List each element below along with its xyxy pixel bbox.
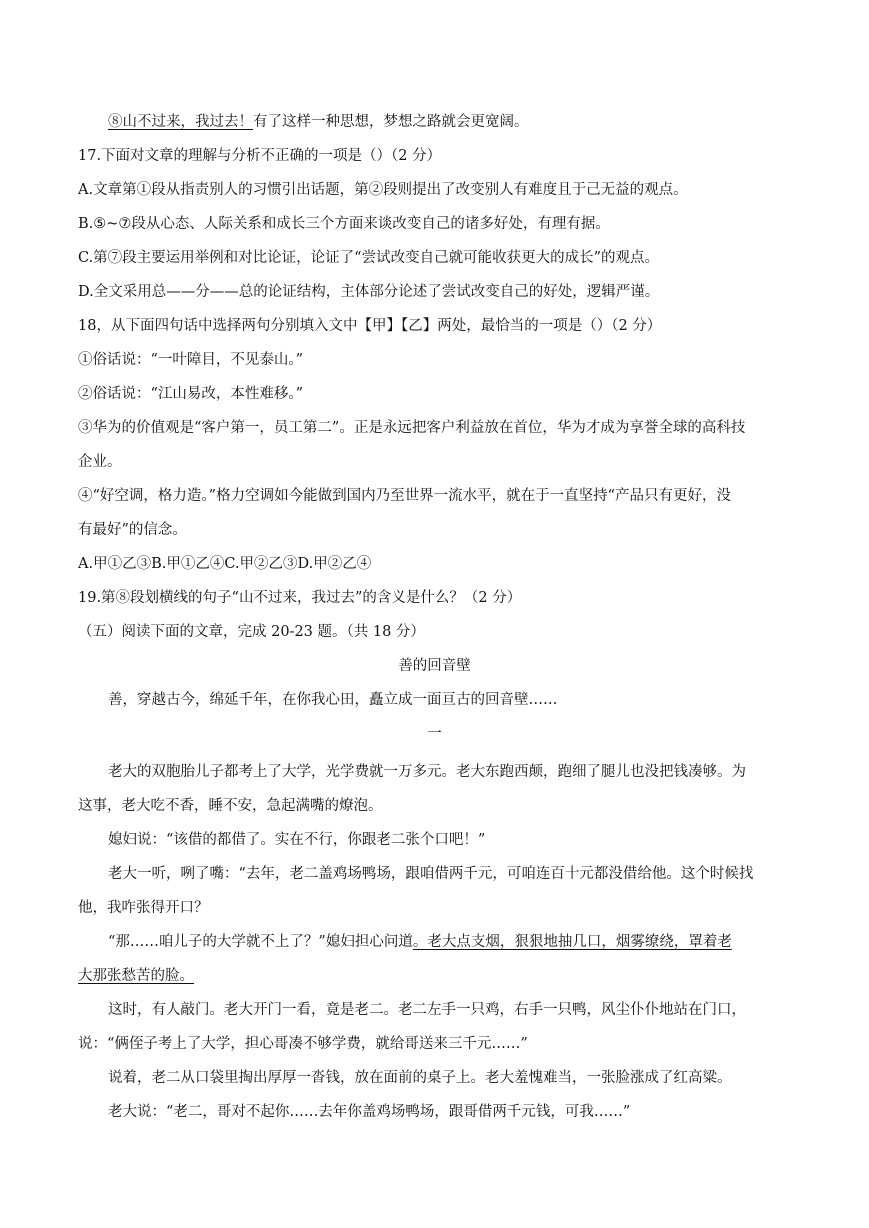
underlined-sentence: 。老大点支烟，狠狠地抽几口，烟雾缭绕，罩着老	[412, 934, 732, 950]
story-paragraph-4-cont	[78, 966, 792, 986]
article-intro: 善，穿越古今，绵延千年，在你我心田，矗立成一面亘古的回音壁……	[108, 692, 558, 708]
question-18: 18，从下面四句话中选择两句分别填入文中【甲】【乙】两处，最恰当的一项是（）（2 分）	[78, 318, 662, 334]
q18-sentence-3: ③华为的价值观是“客户第一，员工第二”。正是永远把客户利益放在首位，华为才成为享誉全球的高科技	[78, 420, 746, 436]
story-paragraph-1-cont: 这事，老大吃不香，睡不安，急起满嘴的燎泡。	[78, 798, 383, 814]
q18-sentence-2: ②俗话说：“江山易改，本性难移。”	[78, 386, 304, 402]
q18-sentence-1: ①俗话说：“一叶障目，不见泰山。”	[78, 352, 304, 368]
q18-sentence-3-cont: 企业。	[78, 454, 122, 470]
underlined-sentence-cont: 大那张愁苦的脸。	[78, 968, 194, 984]
q18-sentence-4: ④“好空调，格力造。”格力空调如今能做到国内乃至世界一流水平，就在于一直坚持“产品只有更好，没	[78, 488, 731, 504]
q18-options: A.甲①乙③B.甲①乙④C.甲②乙③D.甲②乙④	[78, 556, 372, 572]
section-5-heading: （五）阅读下面的文章，完成 20-23 题。（共 18 分）	[78, 624, 425, 640]
story-paragraph-6: 说着，老二从口袋里掏出厚厚一沓钱，放在面前的桌子上。老大羞愧难当，一张脸涨成了红高粱。	[108, 1070, 732, 1086]
question-19: 19.第⑧段划横线的句子“山不过来，我过去”的含义是什么？（2 分）	[78, 590, 522, 606]
article-title: 善的回音壁	[398, 658, 471, 674]
question-17: 17.下面对文章的理解与分析不正确的一项是（）（2 分）	[78, 148, 442, 164]
q17-option-d: D.全文采用总——分——总的论证结构，主体部分论述了尝试改变自己的好处，逻辑严谨。	[78, 284, 660, 300]
paragraph-text: “那……咱儿子的大学就不上了？”媳妇担心问道	[108, 934, 413, 950]
q17-option-a: A.文章第①段从指责别人的习惯引出话题，第②段则提出了改变别人有难度且于己无益的观点。	[78, 182, 688, 198]
story-paragraph-2: 媳妇说：“该借的都借了。实在不行，你跟老二张个口吧！”	[108, 832, 486, 848]
paragraph-8	[108, 112, 792, 132]
underlined-sentence: ⑧山不过来，我过去！	[108, 114, 253, 130]
story-paragraph-3: 老大一听，咧了嘴：“去年，老二盖鸡场鸭场，跟咱借两千元，可咱连百十元都没借给他。这个时候找	[108, 866, 754, 882]
q18-sentence-4-cont: 有最好”的信念。	[78, 522, 187, 538]
story-paragraph-5-cont: 说：“俩侄子考上了大学，担心哥凑不够学费，就给哥送来三千元……”	[78, 1036, 528, 1052]
paragraph-text: 有了这样一种思想，梦想之路就会更宽阔。	[253, 114, 529, 130]
q17-option-c: C.第⑦段主要运用举例和对比论证，论证了“尝试改变自己就可能收获更大的成长”的观点。	[78, 250, 660, 266]
story-paragraph-4	[108, 932, 792, 952]
q17-option-b: B.⑤~⑦段从心态、人际关系和成长三个方面来谈改变自己的诸多好处，有理有据。	[78, 216, 610, 232]
story-paragraph-3-cont: 他，我咋张得开口？	[78, 900, 209, 916]
story-paragraph-7: 老大说：“老二，哥对不起你……去年你盖鸡场鸭场，跟哥借两千元钱，可我……”	[108, 1104, 631, 1120]
story-paragraph-5: 这时，有人敲门。老大开门一看，竟是老二。老二左手一只鸡，右手一只鸭，风尘仆仆地站在门口，	[108, 1002, 746, 1018]
part-heading: 一	[427, 726, 442, 742]
story-paragraph-1: 老大的双胞胎儿子都考上了大学，光学费就一万多元。老大东跑西颠，跑细了腿儿也没把钱凑够。为	[108, 764, 746, 780]
